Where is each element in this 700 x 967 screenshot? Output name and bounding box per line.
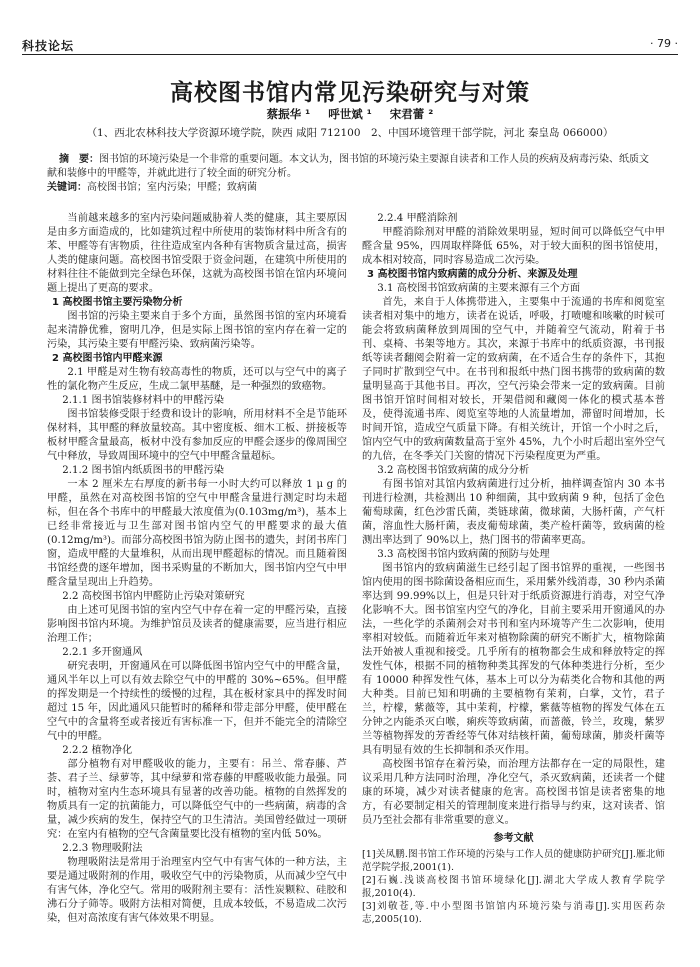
paragraph: 图书馆的污染主要来自于多个方面，虽然图书馆的室内环境看起来清静优雅，窗明几净，但是实际上图书馆的室内存在着一定的污染，其污染主要有甲醛污染、致病菌污染等。 <box>47 311 347 350</box>
section-heading: 2.1.1 图书馆装修材料中的甲醛污染 <box>62 395 224 406</box>
paragraph: 部分植物有对甲醛吸收的能力，主要有：吊兰、常春藤、芦荟、君子兰、绿萝等，其中绿萝和常春藤的甲醛吸收能力最强。同时，植物对室内生态环境具有显著的改善功能。植物的自然挥发的物质具有一定的抗菌能力，可以降低空气中的一些病菌，病毒的含量，减少疾病的发生，保持空气的卫生清洁。美国曾经做过一项研究：在室内有植物的空气含菌量要比没有植物的室内低 50%。 <box>47 759 347 840</box>
paragraph: 2.1 甲醛是对生物有较高毒性的物质，还可以与空气中的离子性的氯化物产生反应，生成二氯甲基醚，是一种强烈的致癌物。 <box>47 367 347 392</box>
paragraph: 研究表明，开窗通风在可以降低图书馆内空气中的甲醛含量，通风半年以上可以有效去除空气中的甲醛的 30%~65%。但甲醛的挥发期是一个持续性的缓慢的过程，其在板材家具中的挥发时间超过 15 年，因此通风只能暂时的稀释和带走部分甲醛，使甲醛在空气中的含量将至或者接近有害标准一下，但并不能完全的清除空气中的甲醛。 <box>47 661 347 742</box>
author-line <box>0 106 700 122</box>
keywords-text: 高校图书馆；室内污染；甲醛；致病菌 <box>87 182 257 193</box>
body-column-right <box>362 212 665 926</box>
section-heading: 3.3 高校图书馆内致病菌的预防与处理 <box>377 549 550 560</box>
section-heading: 2.2.3 物理吸附法 <box>62 843 143 854</box>
section-heading: 3 高校图书馆内致病菌的成分分析、来源及处理 <box>367 269 578 280</box>
paragraph: 图书馆内的致病菌滋生已经引起了图书馆界的重视，一些图书馆内使用的图书除菌设备相应而生，采用紫外线消毒，30 秒内杀菌率达到 99.99%以上，但是只针对于纸质资源进行消毒，对空气净化影响不大。图书馆室内空气的净化，目前主要采用开窗通风的办法，一些化学的杀菌剂会对书刊和室内环境等产生二次影响，使用率相对较低。而随着近年来对植物除菌的研究不断扩大，植物除菌法开始被人重视和接受。几乎所有的植物都会生成和释放特定的挥发性气体，根据不同的植物种类其挥发的气体种类进行分析，至少有 10000 种挥发性气体，基本上可以分为萜类化合物和其他的两大种类。目前已知和明确的主要植物有茉莉，白掌，文竹，君子兰，柠檬，紫薇等，其中茉莉，柠檬，紫薇等植物的挥发气体在五分钟之内能杀灭白喉，痢疾等致病菌，而蔷薇，铃兰，玫瑰，紫罗兰等植物挥发的芳香经等气体对结核杆菌，葡萄球菌，肺炎杆菌等具有明显有效的生长抑制和杀灭作用。 <box>362 563 665 756</box>
body-column-left <box>47 212 347 926</box>
section-heading: 3.2 高校图书馆致病菌的成分分析 <box>377 465 530 476</box>
affiliation: （1、西北农林科技大学资源环境学院，陕西 咸阳 712100 2、中国环境管理干部学院，河北 秦皇岛 066000） <box>86 127 614 139</box>
paragraph: 有图书馆对其馆内致病菌进行过分析，抽样调查馆内 30 本书刊进行检测，共检测出 10 种细菌，其中致病菌 9 种，包括了金色葡萄球菌，红色沙雷氏菌，类链球菌，微球菌，大肠杆菌，产气杆菌，溶血性大肠杆菌，表皮葡萄球菌，类产检杆菌等，致病菌的检测出率达到了 90%以上，热门图书的带菌率更高。 <box>362 479 665 546</box>
paragraph: 由上述可见图书馆的室内空气中存在着一定的甲醛污染，直接影响图书馆内环境。为维护馆员及读者的健康需要，应当进行相应治理工作； <box>47 605 347 644</box>
abstract-block <box>47 153 654 195</box>
paragraph: 首先，来自于人体携带进入，主要集中于流通的书库和阅览室读者相对集中的地方，读者在说话，呼吸，打喷嚏和咳嗽的时候可能会将致病菌释放到周围的空气中，并随着空气流动，附着于书刊、桌椅、书架等地方。其次，来源于书库中的纸质资源，书刊报纸等读者翻阅会附着一定的致病菌，在不适合生存的条件下，其抱子同时扩散到空气中。在书刊和报纸中热门图书携带的致病菌的数量明显高于其他书目。再次，空气污染会带来一定的致病菌。目前图书馆开馆时间相对较长，开架借阅和藏阅一体化的模式基本普及，使得流通书库、阅览室等地的人流量增加，滞留时间增加，长时间开馆，造成空气质量下降。有相关统计，开馆一个小时之后，馆内空气中的致病菌数量高于室外 45%，九个小时后超出室外空气的九倍，在冬季关门关窗的情况下污染程度更为严重。 <box>362 297 665 462</box>
paragraph: 图书馆装修受限于经费和设计的影响，所用材料不全是节能环保材料，其甲醛的释放量较高。其中密度板、细木工板、拼接板等板材甲醛含量最高，板材中没有参加反应的甲醛会逐步的像周围空气中释放，导致周围环境中的空气中甲醛含量超标。 <box>47 409 347 462</box>
section-heading: 2.2.2 植物净化 <box>62 745 133 756</box>
author-3: 宋君蕾 ² <box>389 107 434 121</box>
journal-name: 科技论坛 <box>22 39 75 53</box>
section-heading: 2 高校图书馆内甲醛来源 <box>52 353 163 364</box>
section-heading: 2.2 高校图书馆内甲醛防止污染对策研究 <box>62 591 245 602</box>
keywords-label: 关键词： <box>47 182 87 193</box>
references-heading: 参考文献 <box>493 833 534 844</box>
section-heading: 1 高校图书馆主要污染物分析 <box>52 297 183 308</box>
reference-item: [2]石巍.浅谈高校图书馆环境绿化[J].湖北大学成人教育学院学报,2010(4). <box>362 875 665 899</box>
author-1: 蔡振华 ¹ <box>266 107 311 121</box>
paragraph: 高校图书馆存在着污染，而治理方法都存在一定的局限性，建议采用几种方法同时治理，净化空气，杀灭致病菌，还读者一个健康的环境，减少对读者健康的危害。高校图书馆是读者密集的地方，有必要制定相关的管理制度来进行指导与约束，这对读者、馆员乃至社会都有非常重要的意义。 <box>362 759 665 826</box>
section-heading: 2.1.2 图书馆内纸质图书的甲醛污染 <box>62 465 224 476</box>
paragraph: 一本 2 厘米左右厚度的新书每一小时大约可以释放 1 μ g 的甲醛，虽然在对高校图书馆的空气中甲醛含量进行测定时均未超标，但在各个书库中的甲醛最大浓度值为(0.103mg/m³)，基本上已经非常接近与卫生部对图书馆内空气的甲醛要求的最大值(0.12mg/m³)。而部分高校图书馆为防止图书的遗失，封闭书库门窗，造成甲醛的大量堆积，从而出现甲醛超标的情况。而且随着图书馆经费的逐年增加，图书采购量的不断加大，图书馆内空气中甲醛含量呈现出上升趋势。 <box>47 479 347 588</box>
reference-item: [3]刘敬苍,等.中小型图书馆馆内环境污染与消毒[J].实用医药杂志,2005(10). <box>362 901 665 925</box>
abstract-text: 图书馆的环境污染是一个非常的重要问题。本文认为，图书馆的环境污染主要源自读者和工作人员的疾病及病毒污染、纸质文献和装修中的甲醛等，并就此进行了较全面的研究分析。 <box>47 154 649 179</box>
paragraph: 当前越来越多的室内污染问题威胁着人类的健康，其主要原因是由多方面造成的，比如建筑过程中所使用的装饰材料中所含有的苯、甲醛等有害物质，往往造成室内各种有害物质含量过高，损害人类的健康问题。高校图书馆受限于资金问题，在建筑中所使用的材料往往不能做到完全绿色环保，这就为高校图书馆在馆内环境问题上提出了更高的要求。 <box>47 213 347 294</box>
abstract-label: 摘 要： <box>59 154 99 165</box>
paragraph: 物理吸附法是常用于治理室内空气中有害气体的一种方法，主要是通过吸附剂的作用，吸收空气中的污染物质，从而减少空气中有害气体，净化空气。常用的吸附剂主要有：活性炭颗粒、硅胶和沸石分子筛等。吸附方法相对简便，且成本较低，不易造成二次污染，但对高浓度有害气体效果不明显。 <box>47 857 347 924</box>
right-column-body <box>362 212 665 828</box>
section-heading: 3.1 高校图书馆致病菌的主要来源有三个方面 <box>377 283 581 294</box>
reference-item: [1]关凤鹏.图书馆工作环境的污染与工作人员的健康防护研究[J].雁北师范学院学报,2001(1). <box>362 849 665 873</box>
keywords <box>47 181 654 195</box>
paragraph: 甲醛消除剂对甲醛的消除效果明显，短时间可以降低空气中甲醛含量 95%，四周取样降低 65%，对于较大面积的图书馆使用，成本相对较高，同时容易造成二次污染。 <box>362 227 665 266</box>
section-heading: 2.2.1 多开窗通风 <box>62 647 143 658</box>
abstract <box>47 153 654 181</box>
reference-list <box>362 848 665 926</box>
running-header <box>22 36 678 55</box>
page-number: · 79 · <box>650 37 678 50</box>
author-2: 呼世斌 ¹ <box>328 107 372 121</box>
article-title: 高校图书馆内常见污染研究与对策 <box>170 80 530 106</box>
section-heading: 2.2.4 甲醛消除剂 <box>377 213 458 224</box>
